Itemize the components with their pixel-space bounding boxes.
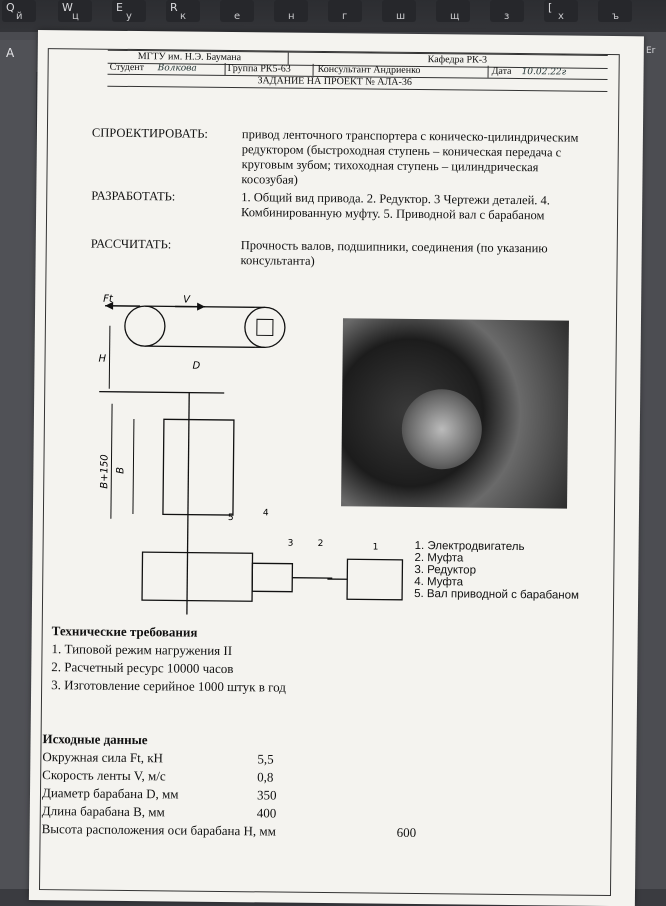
data-row [42, 820, 276, 840]
data-label: Высота расположения оси барабана H, мм [42, 821, 276, 838]
gearbox-outline [142, 552, 252, 601]
data-label: Длина барабана B, мм [42, 803, 165, 819]
ground-line [99, 392, 224, 393]
data-value: 600 [397, 824, 417, 842]
drum-section [163, 419, 234, 515]
keyboard-key: ъ [598, 0, 632, 22]
callout-5: 5 [228, 513, 234, 523]
keyboard-key: г [328, 0, 362, 22]
ft-label: Ft [103, 294, 114, 305]
divider [225, 63, 226, 75]
velocity-arrowhead [197, 303, 205, 311]
calc-text: Прочность валов, подшипники, соединения (по указанию консультанта) [241, 238, 581, 272]
requirements-title: Технические требования [52, 622, 287, 642]
calc-label: РАССЧИТАТЬ: [91, 237, 172, 253]
callout-3: 3 [288, 539, 294, 549]
tail-drum [245, 307, 285, 347]
bevel-stage [252, 563, 292, 591]
data-value: 5,5 [257, 750, 273, 768]
university-name: МГТУ им. Н.Э. Баумана [138, 51, 242, 64]
keyboard-key: E у [112, 0, 146, 22]
b150-dimension [111, 404, 112, 519]
keyboard-key: R к [166, 0, 200, 22]
data-label: Окружная сила Ft, кН [42, 749, 163, 765]
drive-figure [92, 294, 625, 620]
keyboard-key-a: A [6, 46, 14, 60]
requirement-item: 2. Расчетный ресурс 10000 часов [51, 658, 286, 678]
h-label: H [98, 354, 106, 365]
data-value: 0,8 [257, 768, 273, 786]
source-data-section [42, 730, 277, 840]
task-section [90, 121, 592, 286]
keyboard-key: [ х [544, 0, 578, 22]
group-value: Группа РК5-63 [228, 63, 291, 76]
keyboard-key: н [274, 0, 308, 22]
design-text: привод ленточного транспортера с коническо-цилиндрическим редуктором (быстроходная ступень – коническая передача с круговым зубом; тихоходная ступень – цилиндрическая косозубая) [241, 127, 582, 191]
d-label: D [192, 361, 200, 372]
requirement-item: 1. Типовой режим нагружения II [51, 640, 286, 660]
legend-item: 4. Муфта [414, 576, 579, 590]
drive-drum [125, 306, 165, 346]
drive-photo [341, 318, 569, 508]
data-value: 350 [257, 786, 277, 804]
department-name: Кафедра РК-3 [428, 54, 487, 67]
h-dimension [109, 326, 110, 389]
motor-photo [401, 389, 482, 470]
keyboard-key: ш [382, 0, 416, 22]
callout-4: 4 [263, 508, 269, 518]
legend-item: 1. Электродвигатель [415, 540, 580, 554]
keyboard-key-edge: Er [646, 46, 655, 56]
callout-2: 2 [318, 539, 324, 549]
assignment-sheet [29, 30, 644, 906]
data-label: Диаметр барабана D, мм [42, 785, 179, 801]
develop-text: 1. Общий вид привода. 2. Редуктор. 3 Чертежи деталей. 4. Комбинированную муфту. 5. Приводной вал с барабаном [241, 190, 581, 224]
keyboard-key: Q й [2, 0, 36, 22]
legend-item: 2. Муфта [414, 552, 579, 566]
b-label: B [115, 467, 126, 474]
assignment-number: ЗАДАНИЕ НА ПРОЕКТ № АЛА-36 [257, 75, 412, 89]
divider [488, 66, 489, 78]
requirements-section [51, 622, 286, 696]
student-label: Студент [110, 62, 145, 74]
drive-scheme-drawing [92, 294, 345, 617]
requirement-item: 3. Изготовление серийное 1000 штук в год [51, 676, 286, 696]
component-legend [414, 540, 579, 602]
design-label: СПРОЕКТИРОВАТЬ: [92, 126, 208, 142]
keyboard-key: W ц [58, 0, 92, 22]
belt-bottom [145, 346, 265, 347]
motor-body [347, 559, 402, 600]
b-dimension [133, 419, 134, 514]
keyboard-key: е [220, 0, 254, 22]
student-signature: Волкова [158, 62, 197, 74]
v-label: V [183, 295, 191, 306]
data-label: Скорость ленты V, м/с [42, 767, 166, 783]
tail-bearing [257, 319, 273, 335]
consultant-value: Консультант Андриенко [318, 64, 421, 77]
keyboard-key: з [490, 0, 524, 22]
source-title: Исходные данные [42, 730, 276, 750]
drive-shaft [187, 393, 189, 615]
date-value: 10.02.22г [522, 66, 567, 78]
legend-item: 5. Вал приводной с барабаном [414, 588, 579, 602]
legend-item: 3. Редуктор [414, 564, 579, 578]
data-value: 400 [257, 804, 277, 822]
develop-label: РАЗРАБОТАТЬ: [91, 189, 175, 205]
date-label: Дата [492, 66, 512, 78]
motor-drawing [327, 541, 418, 612]
divider [313, 64, 314, 76]
b150-label: B+150 [99, 454, 110, 488]
keyboard-key: щ [436, 0, 470, 22]
callout-1: 1 [373, 543, 379, 553]
